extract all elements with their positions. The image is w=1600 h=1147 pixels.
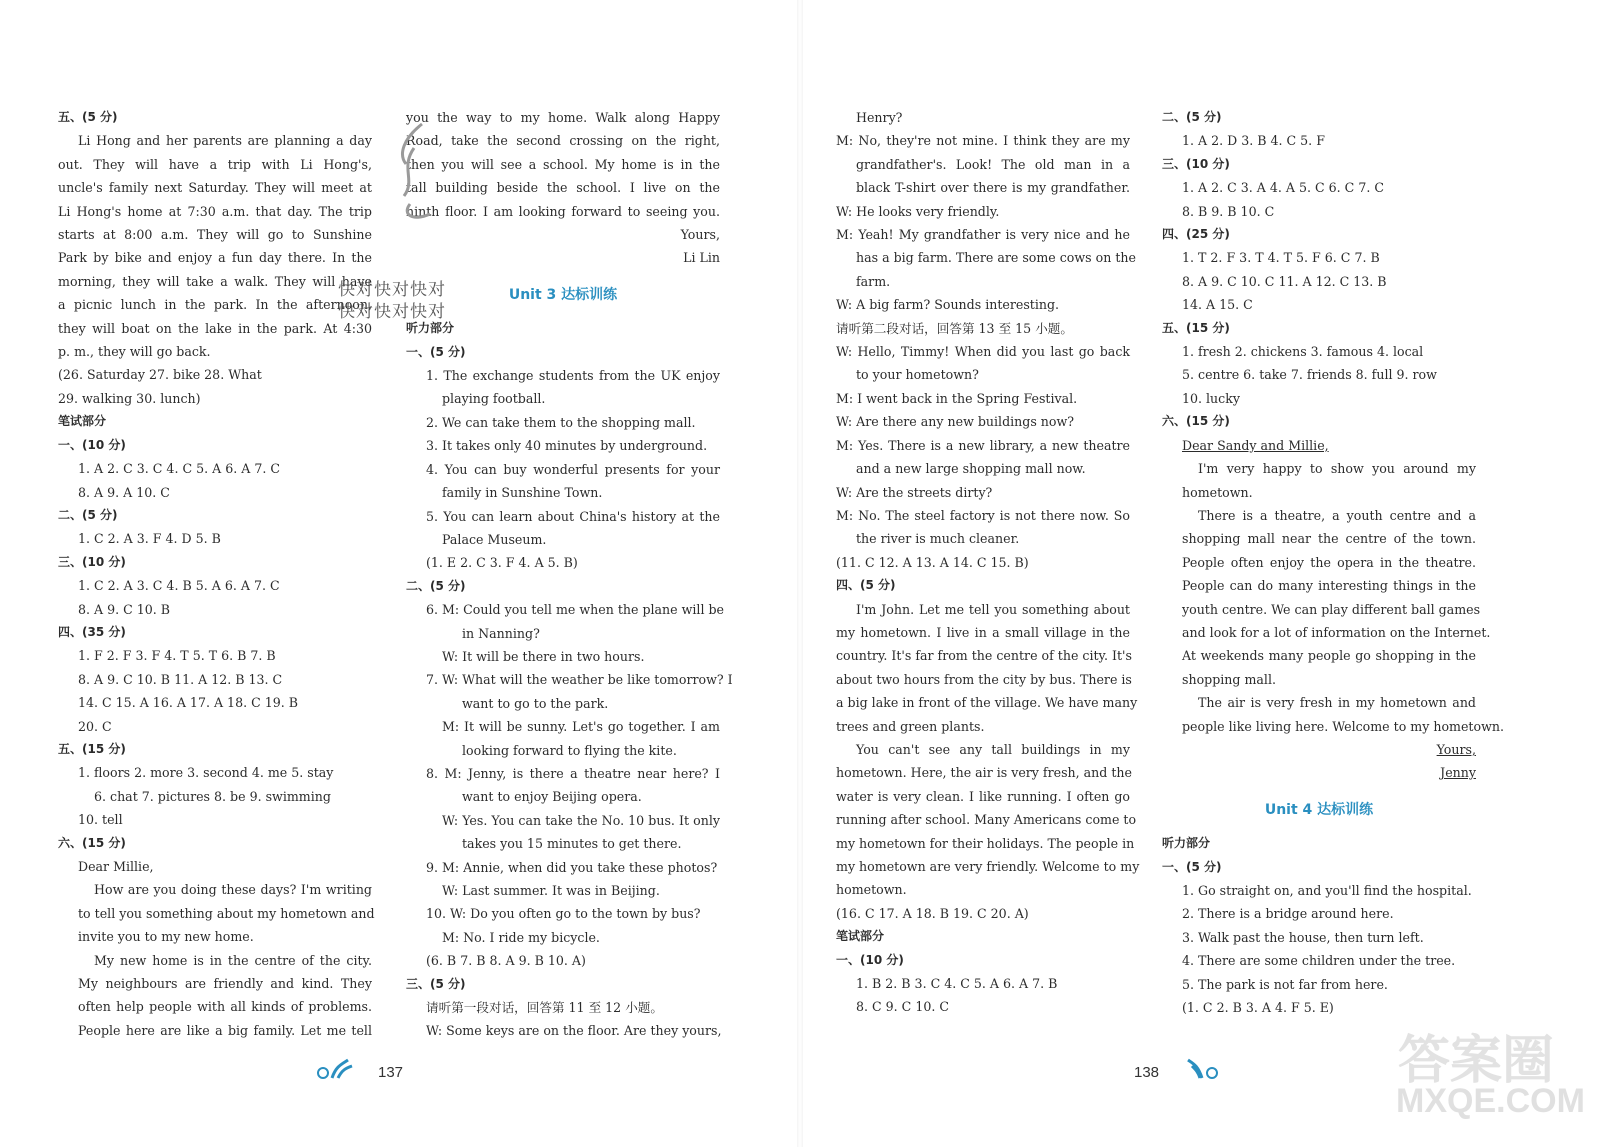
text-line: W: Hello, Timmy! When did you last go back: [836, 344, 1130, 360]
text-line: 1. F 2. F 3. F 4. T 5. T 6. B 7. B: [78, 648, 276, 664]
text-line: 8. M: Jenny, is there a theatre near here? I: [426, 765, 720, 781]
section-heading: 二、(5 分): [1162, 110, 1222, 124]
text-line: trees and green plants.: [836, 718, 985, 734]
text-line: 1. The exchange students from the UK enjoy: [426, 368, 720, 384]
text-line: 8. A 9. C 10. C 11. A 12. C 13. B: [1182, 273, 1387, 289]
text-line: 2. There is a bridge around here.: [1182, 906, 1394, 922]
text-line: 1. T 2. F 3. T 4. T 5. F 6. C 7. B: [1182, 250, 1380, 266]
text-line: 1. A 2. C 3. A 4. A 5. C 6. C 7. C: [1182, 180, 1384, 196]
text-line: (16. C 17. A 18. B 19. C 20. A): [836, 905, 1029, 921]
text-line: 1. C 2. A 3. C 4. B 5. A 6. A 7. C: [78, 578, 280, 594]
text-line: to tell you something about my hometown and: [78, 905, 375, 921]
overlay-stamp-1: 快对快对快对: [338, 280, 446, 300]
text-line: the river is much cleaner.: [856, 531, 1020, 547]
text-line: people like living here. Welcome to my hometown.: [1182, 718, 1504, 734]
text-line: Li Lin: [683, 250, 720, 266]
text-line: (11. C 12. A 13. A 14. C 15. B): [836, 554, 1029, 570]
column-2: [406, 106, 733, 1043]
text-line: Yours,: [1436, 741, 1476, 757]
text-line: my hometown for their holidays. The people in: [836, 835, 1135, 851]
text-line: W: Are the streets dirty?: [836, 484, 993, 500]
text-line: The air is very fresh in my hometown and: [1198, 695, 1476, 711]
text-line: 1. floors 2. more 3. second 4. me 5. stay: [78, 765, 334, 781]
text-line: p. m., they will go back.: [58, 344, 211, 360]
section-heading: 一、(5 分): [1162, 859, 1222, 874]
text-line: 7. W: What will the weather be like tomorrow? I: [426, 672, 733, 688]
text-line: starts at 8:00 a.m. They will go to Sunshine: [58, 227, 372, 243]
text-line: running after school. Many Americans come to: [836, 812, 1137, 828]
section-heading: 一、(5 分): [406, 344, 466, 359]
section-heading: 二、(5 分): [58, 507, 118, 522]
text-line: my hometown. I live in a small village in the: [836, 624, 1130, 640]
text-line: a picnic lunch in the park. In the afternoon,: [58, 297, 372, 313]
section-heading: 笔试部分: [58, 414, 107, 429]
text-line: 请听第一段对话，回答第 11 至 12 小题。: [426, 1000, 663, 1016]
text-line: 5. The park is not far from here.: [1182, 976, 1388, 992]
text-line: Dear Sandy and Millie,: [1182, 437, 1329, 453]
text-line: (6. B 7. B 8. A 9. B 10. A): [426, 953, 586, 969]
column-1: [58, 106, 375, 1042]
text-line: W: Yes. You can take the No. 10 bus. It only: [442, 812, 720, 828]
text-line: grandfather's. Look! The old man in a: [856, 156, 1130, 172]
section-heading: 听力部分: [1162, 836, 1211, 851]
section-heading: 笔试部分: [836, 929, 885, 944]
page-logo-right-icon: [1184, 1058, 1224, 1082]
column-3: [836, 106, 1140, 1019]
text-line: you the way to my home. Walk along Happy: [406, 110, 720, 125]
text-line: hometown. Here, the air is very fresh, and the: [836, 765, 1132, 781]
column-4: [1162, 106, 1504, 1019]
text-line: At weekends many people go shopping in the: [1182, 648, 1476, 664]
text-line: My neighbours are friendly and kind. They: [78, 976, 372, 992]
page-logo-left-icon: [316, 1058, 356, 1082]
text-line: (26. Saturday 27. bike 28. What: [58, 367, 262, 383]
text-line: People can do many interesting things in the: [1182, 578, 1476, 594]
text-line: takes you 15 minutes to get there.: [462, 836, 682, 852]
overlay-stamp-2: 快对快对快对: [338, 302, 446, 322]
text-line: 2. We can take them to the shopping mall.: [426, 414, 696, 430]
text-line: 3. Walk past the house, then turn left.: [1182, 929, 1424, 945]
section-heading: 一、(10 分): [836, 952, 904, 967]
text-line: water is very clean. I like running. I often go: [836, 788, 1130, 804]
text-line: People often enjoy the opera in the theatre.: [1182, 554, 1476, 570]
text-line: M: It will be sunny. Let's go together. I am: [442, 719, 720, 735]
text-line: 10. tell: [78, 812, 123, 828]
text-line: People here are like a big family. Let me tell: [78, 1022, 372, 1038]
section-heading: 三、(10 分): [1162, 156, 1230, 171]
watermark-logo: 答案圈: [1398, 1032, 1555, 1090]
text-line: 1. A 2. D 3. B 4. C 5. F: [1182, 133, 1325, 149]
text-line: 6. chat 7. pictures 8. be 9. swimming: [94, 788, 331, 804]
text-line: M: Yeah! My grandfather is very nice and he: [836, 227, 1130, 243]
section-heading: 二、(5 分): [406, 578, 466, 593]
section-heading: 三、(10 分): [58, 554, 126, 569]
text-line: 1. B 2. B 3. C 4. C 5. A 6. A 7. B: [856, 976, 1058, 992]
text-line: (1. C 2. B 3. A 4. F 5. E): [1182, 1000, 1334, 1016]
text-line: M: I went back in the Spring Festival.: [836, 390, 1078, 406]
text-line: about two hours from the city by bus. There is: [836, 671, 1132, 687]
text-line: Henry?: [856, 110, 903, 125]
text-line: 1. Go straight on, and you'll find the hospital.: [1182, 883, 1472, 898]
text-line: country. It's far from the centre of the city. It's: [836, 648, 1132, 664]
text-line: farm.: [856, 273, 891, 289]
text-line: 1. fresh 2. chickens 3. famous 4. local: [1182, 344, 1424, 360]
text-line: want to go to the park.: [462, 695, 609, 711]
text-line: shopping mall near the centre of the town.: [1182, 531, 1476, 547]
text-line: W: Some keys are on the floor. Are they yours,: [426, 1023, 722, 1039]
text-line: looking forward to flying the kite.: [462, 742, 677, 758]
text-line: 20. C: [78, 718, 112, 734]
text-line: M: No. I ride my bicycle.: [442, 929, 600, 945]
text-line: 8. A 9. A 10. C: [78, 484, 170, 500]
text-line: 4. You can buy wonderful presents for your: [426, 461, 720, 477]
text-line: 1. C 2. A 3. F 4. D 5. B: [78, 531, 221, 547]
text-line: 4. There are some children under the tree.: [1182, 953, 1456, 969]
text-line: my hometown are very friendly. Welcome to my: [836, 859, 1140, 874]
section-heading: 四、(25 分): [1162, 227, 1230, 242]
text-line: Road, take the second crossing on the right,: [406, 133, 720, 149]
text-line: 14. C 15. A 16. A 17. A 18. C 19. B: [78, 695, 299, 711]
text-line: There is a theatre, a youth centre and a: [1198, 507, 1476, 523]
unit-heading: Unit 4 达标训练: [1264, 801, 1374, 818]
text-line: 8. B 9. B 10. C: [1182, 203, 1275, 219]
text-line: 10. W: Do you often go to the town by bus?: [426, 906, 701, 922]
page-number-left: 137: [378, 1064, 404, 1081]
text-line: hometown.: [1182, 484, 1253, 500]
section-heading: 六、(15 分): [1162, 414, 1230, 429]
text-line: morning, they will take a walk. They will have: [58, 273, 372, 289]
section-heading: 三、(5 分): [406, 976, 466, 991]
section-heading: 五、(15 分): [58, 741, 126, 756]
text-line: hometown.: [836, 882, 907, 898]
page-number-right: 138: [1134, 1064, 1160, 1081]
text-line: Park by bike and enjoy a fun day there. In the: [58, 250, 372, 266]
text-line: and look for a lot of information on the Internet.: [1182, 624, 1491, 640]
text-line: M: No, they're not mine. I think they are my: [836, 133, 1130, 149]
section-heading: 四、(35 分): [58, 624, 126, 639]
text-line: 8. A 9. C 10. B 11. A 12. B 13. C: [78, 671, 283, 687]
text-line: Jenny: [1440, 765, 1476, 781]
text-line: Li Hong and her parents are planning a day: [78, 133, 372, 149]
text-line: 14. A 15. C: [1182, 297, 1253, 313]
text-line: My new home is in the centre of the city.: [94, 952, 372, 968]
text-line: 10. lucky: [1182, 390, 1240, 406]
section-heading: 五、(5 分): [58, 110, 118, 124]
text-line: W: Last summer. It was in Beijing.: [442, 883, 660, 898]
text-line: M: Yes. There is a new library, a new theatre: [836, 437, 1130, 453]
text-line: often help people with all kinds of problems.: [78, 999, 372, 1015]
text-line: M: No. The steel factory is not there now. So: [836, 507, 1130, 523]
text-line: 5. centre 6. take 7. friends 8. full 9. row: [1182, 367, 1437, 383]
text-line: Palace Museum.: [442, 531, 547, 547]
text-line: playing football.: [442, 391, 546, 407]
text-line: Yours,: [680, 227, 720, 243]
unit-heading: Unit 3 达标训练: [508, 286, 618, 303]
text-line: uncle's family next Saturday. They will meet at: [58, 180, 372, 196]
text-line: 请听第二段对话，回答第 13 至 15 小题。: [836, 320, 1073, 336]
text-line: You can't see any tall buildings in my: [856, 741, 1130, 757]
page-gutter: [797, 0, 803, 1147]
section-heading: 四、(5 分): [836, 578, 896, 593]
section-heading: 一、(10 分): [58, 437, 126, 452]
text-line: then you will see a school. My home is in the: [406, 156, 720, 172]
section-heading: 六、(15 分): [58, 835, 126, 850]
text-line: 29. walking 30. lunch): [58, 390, 201, 406]
text-line: How are you doing these days? I'm writing: [94, 882, 372, 898]
text-line: I'm John. Let me tell you something about: [856, 601, 1130, 617]
watermark-url: MXQE.COM: [1396, 1082, 1585, 1120]
text-line: 5. You can learn about China's history at the: [426, 508, 720, 524]
text-line: 6. M: Could you tell me when the plane will be: [426, 602, 724, 618]
text-line: to your hometown?: [856, 367, 979, 383]
text-line: and a new large shopping mall now.: [856, 461, 1086, 477]
text-line: 9. M: Annie, when did you take these photos?: [426, 859, 718, 875]
text-line: ninth floor. I am looking forward to seeing you.: [406, 203, 720, 219]
text-line: invite you to my new home.: [78, 929, 254, 945]
text-line: a big lake in front of the village. We have many: [836, 695, 1138, 711]
text-line: tall building beside the school. I live on the: [406, 180, 720, 196]
text-line: in Nanning?: [462, 625, 540, 641]
text-line: W: It will be there in two hours.: [442, 648, 645, 664]
text-line: Li Hong's home at 7:30 a.m. that day. The trip: [58, 203, 372, 219]
text-line: W: He looks very friendly.: [836, 203, 1000, 219]
text-line: out. They will have a trip with Li Hong's,: [58, 156, 372, 172]
text-line: W: Are there any new buildings now?: [836, 414, 1075, 430]
text-line: 3. It takes only 40 minutes by underground.: [426, 438, 708, 454]
text-line: 8. C 9. C 10. C: [856, 999, 949, 1015]
text-line: W: A big farm? Sounds interesting.: [836, 297, 1060, 313]
text-line: they will boat on the lake in the park. At 4:30: [58, 320, 372, 336]
text-line: shopping mall.: [1182, 671, 1276, 687]
text-line: black T-shirt over there is my grandfather.: [856, 180, 1130, 196]
section-heading: 五、(15 分): [1162, 320, 1230, 335]
text-line: family in Sunshine Town.: [442, 485, 603, 501]
scribble-mark: [392, 118, 440, 228]
text-line: Dear Millie,: [78, 859, 154, 874]
section-heading: 听力部分: [406, 321, 455, 336]
text-line: want to enjoy Beijing opera.: [462, 789, 642, 805]
text-line: (1. E 2. C 3. F 4. A 5. B): [426, 555, 578, 571]
text-line: I'm very happy to show you around my: [1198, 461, 1476, 477]
text-line: has a big farm. There are some cows on the: [856, 250, 1136, 266]
text-line: 8. A 9. C 10. B: [78, 601, 171, 617]
text-line: 1. A 2. C 3. C 4. C 5. A 6. A 7. C: [78, 461, 280, 477]
text-line: youth centre. We can play different ball games: [1182, 601, 1481, 617]
